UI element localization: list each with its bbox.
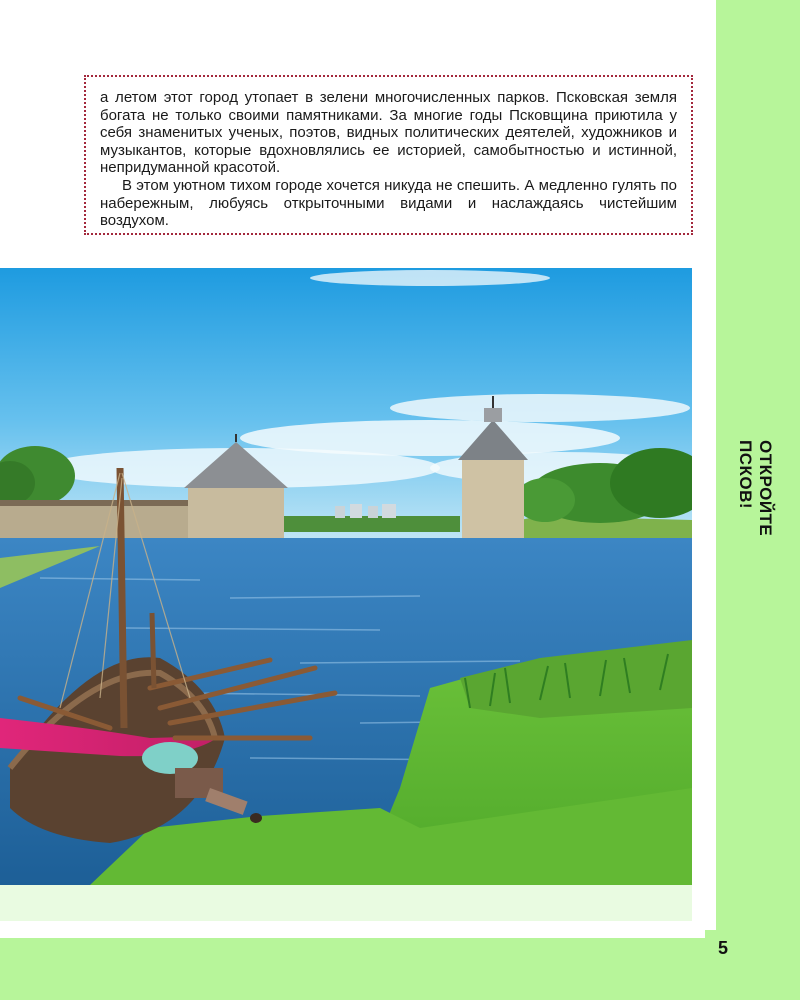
page-number: 5	[718, 938, 729, 958]
chapter-title: ОТКРОЙТЕ ПСКОВ!	[736, 440, 775, 537]
photo-illustration	[0, 268, 692, 885]
bottom-green-band	[0, 938, 705, 1000]
paragraph: В этом уютном тихом городе хочется никуда не спешить. А медленно гулять по набережным, любуясь открыточными видами и наслаждаясь чистейшим воздухом.	[100, 176, 677, 230]
pskov-river-photo	[0, 268, 692, 885]
paragraph: а летом этот город утопает в зелени многочисленных парков. Псковская земля богата не только своими памятниками. За многие годы Псковщина приютила у себя знаменитых ученых, поэтов, видных политических деятелей, художников и музыкантов, которые вдохновлялись ее историей, самобытностью и истинной, непридуманной красотой.	[100, 89, 677, 177]
photo-bottom-band	[0, 885, 692, 921]
text-box	[84, 75, 693, 235]
